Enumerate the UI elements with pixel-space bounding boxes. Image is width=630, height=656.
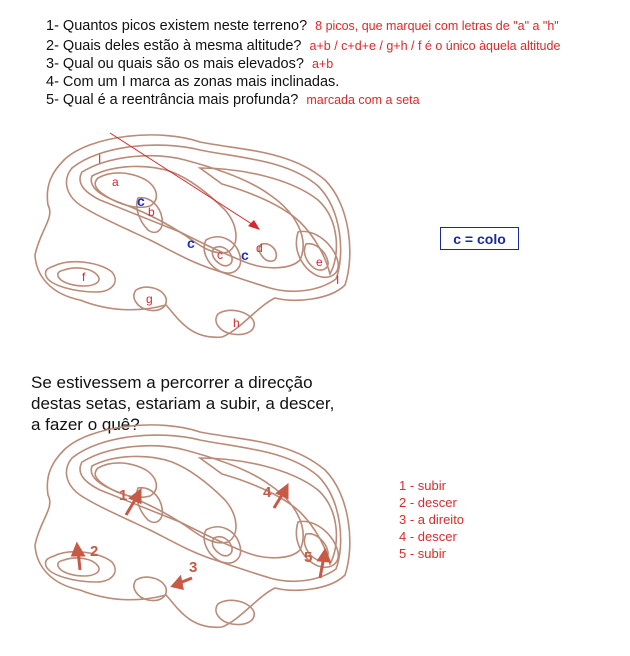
- question-1-text: 1- Quantos picos existem neste terreno?: [46, 18, 308, 34]
- arrow-2-label: 2: [90, 543, 99, 560]
- question-3-text: 3- Qual ou quais são os mais elevados?: [46, 56, 304, 72]
- answer-legend-2: 2 - descer: [399, 495, 457, 510]
- arrow-1-label: 1: [119, 487, 128, 504]
- answer-legend-1: 1 - subir: [399, 478, 446, 493]
- peak-e-label: e: [316, 255, 323, 269]
- peak-f-label: f: [82, 270, 86, 284]
- answer-1-text: 8 picos, que marquei com letras de "a" a "h": [315, 19, 559, 33]
- colo-marker-2: c: [187, 235, 195, 251]
- answer-legend-3: 3 - a direito: [399, 512, 465, 527]
- arrow-5-label: 5: [304, 549, 313, 566]
- prompt-line-1: Se estivessem a percorrer a direcção: [31, 373, 313, 392]
- arrow-4-head: [278, 486, 287, 497]
- contour-lines-2: [35, 425, 350, 627]
- prompt-line-2: destas setas, estariam a subir, a descer,: [31, 394, 335, 413]
- arrow-4-label: 4: [263, 484, 272, 501]
- answer-legend-5: 5 - subir: [399, 546, 446, 561]
- answers-legend: [399, 477, 464, 562]
- arrow-3-label: 3: [189, 559, 198, 576]
- question-4-text: 4- Com um I marca as zonas mais inclinadas.: [46, 74, 340, 90]
- question-2-text: 2- Quais deles estão à mesma altitude?: [46, 38, 302, 54]
- incline-marker-1: I: [98, 152, 102, 166]
- peak-b-label: b: [148, 205, 155, 219]
- answer-2-text: a+b / c+d+e / g+h / f é o único àquela altitude: [309, 39, 561, 53]
- arrow-1-head: [131, 491, 140, 502]
- colo-marker-1: c: [137, 193, 145, 209]
- colo-legend-text: c = colo: [453, 230, 506, 247]
- incline-marker-2: I: [336, 273, 340, 287]
- colo-marker-3: c: [241, 247, 249, 263]
- direction-arrows: [73, 486, 329, 588]
- answer-3-text: a+b: [311, 57, 334, 71]
- peak-d-label: d: [256, 241, 263, 255]
- arrow-3-head: [173, 578, 182, 588]
- peak-a-label: a: [112, 175, 119, 189]
- peak-g-label: g: [146, 292, 153, 306]
- peak-h-label: h: [233, 316, 240, 330]
- answer-5-text: marcada com a seta: [306, 93, 420, 107]
- arrow-2-head: [73, 545, 83, 555]
- peak-c-label: c: [217, 248, 223, 262]
- answer-legend-4: 4 - descer: [399, 529, 457, 544]
- prompt-line-3: a fazer o quê?: [31, 415, 140, 434]
- question-5-text: 5- Qual é a reentrância mais profunda?: [46, 92, 299, 108]
